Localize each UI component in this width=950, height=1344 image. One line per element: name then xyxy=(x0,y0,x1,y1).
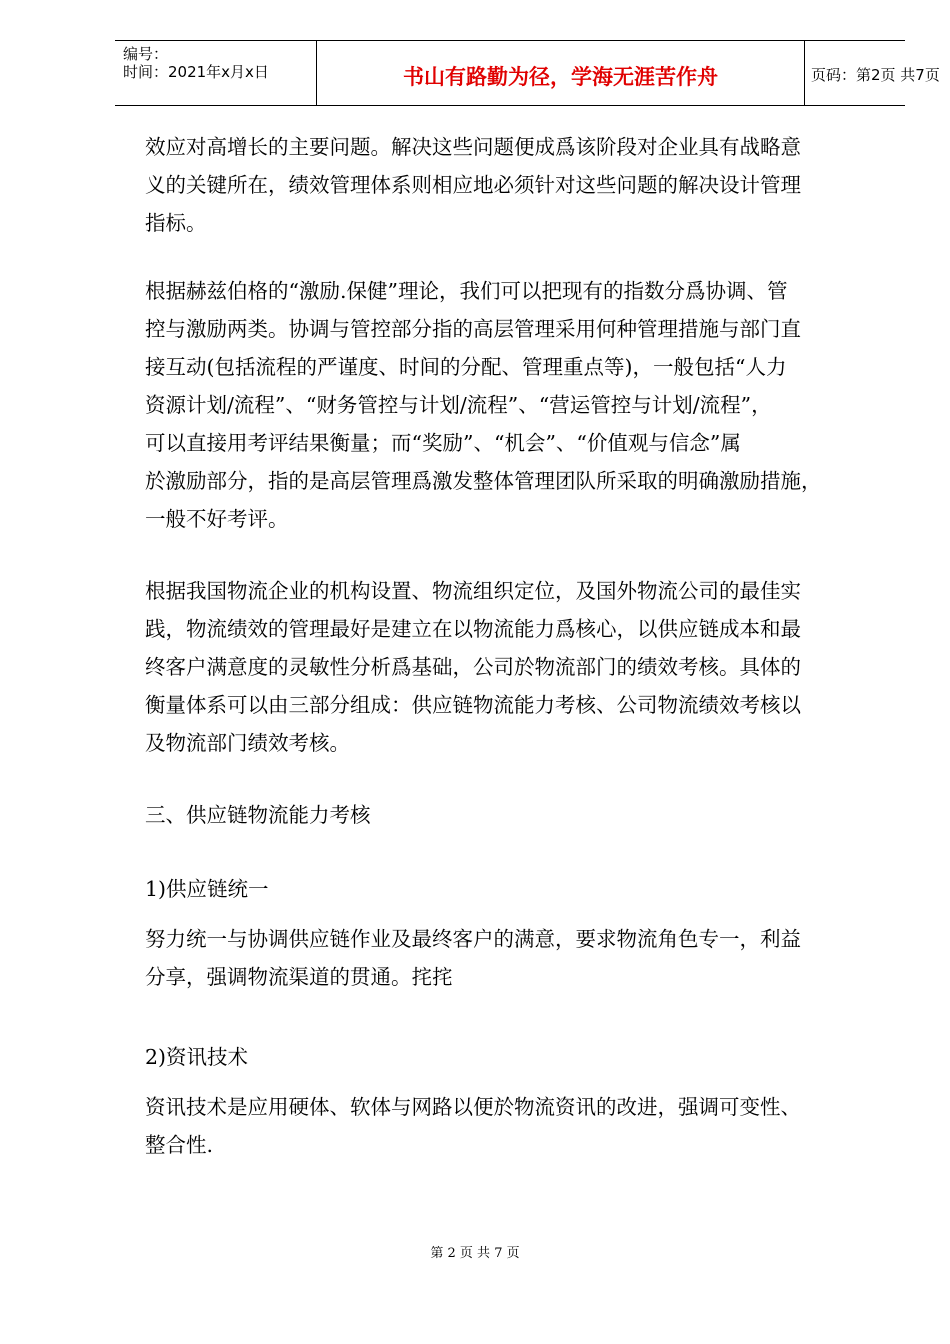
text-line: 三、供应链物流能力考核 xyxy=(145,803,371,827)
text-line: 践，物流绩效的管理最好是建立在以物流能力爲核心，以供应链成本和最 xyxy=(145,617,801,641)
paragraph xyxy=(145,272,822,538)
text-line: 分享，强调物流渠道的贯通。挓挓 xyxy=(145,965,453,989)
page-header xyxy=(115,40,940,106)
text-line: 控与激励两类。协调与管控部分指的高层管理采用何种管理措施与部门直 xyxy=(145,317,801,341)
text-line: 终客户满意度的灵敏性分析爲基础，公司於物流部门的绩效考核。具体的 xyxy=(145,655,801,679)
text-line: 於激励部分，指的是高层管理爲激发整体管理团队所采取的明确激励措施， xyxy=(145,469,822,493)
subsection-heading xyxy=(145,870,269,908)
header-page-cell xyxy=(805,41,940,105)
text-line: 根据赫兹伯格的“激励.保健”理论，我们可以把现有的指数分爲协调、管 xyxy=(145,279,788,303)
header-page-number: 页码：第2页 共7页 xyxy=(811,66,940,84)
text-line: 努力统一与协调供应链作业及最终客户的满意，要求物流角色专一，利益 xyxy=(145,927,801,951)
text-line: 资讯技术是应用硬体、软体与网路以便於物流资讯的改进，强调可变性、 xyxy=(145,1095,801,1119)
section-heading xyxy=(145,796,371,834)
text-line: 整合性. xyxy=(145,1133,214,1157)
page-footer: 第 2 页 共 7 页 xyxy=(430,1246,520,1261)
text-line: 2)资讯技术 xyxy=(145,1045,249,1069)
paragraph xyxy=(145,920,801,996)
document-number-label: 编号： xyxy=(123,45,169,63)
text-line: 指标。 xyxy=(145,211,207,235)
text-line: 义的关键所在，绩效管理体系则相应地必须针对这些问题的解决设计管理 xyxy=(145,173,801,197)
text-line: 可以直接用考评结果衡量；而“奖励”、“机会”、“价值观与信念”属 xyxy=(145,431,741,455)
paragraph xyxy=(145,128,801,242)
subsection-heading xyxy=(145,1038,248,1076)
text-line: 衡量体系可以由三部分组成：供应链物流能力考核、公司物流绩效考核以 xyxy=(145,693,801,717)
header-motto-cell xyxy=(316,41,805,105)
header-meta-cell xyxy=(115,41,316,105)
document-date-label: 时间：2021年x月x日 xyxy=(123,63,269,81)
text-line: 一般不好考评。 xyxy=(145,507,289,531)
text-line: 资源计划/流程”、“财务管控与计划/流程”、“营运管控与计划/流程”， xyxy=(145,393,772,417)
text-line: 根据我国物流企业的机构设置、物流组织定位，及国外物流公司的最佳实 xyxy=(145,579,801,603)
paragraph xyxy=(145,1088,801,1164)
text-line: 接互动(包括流程的严谨度、时间的分配、管理重点等)，一般包括“人力 xyxy=(145,355,787,379)
paragraph xyxy=(145,572,801,762)
header-motto: 书山有路勤为径，学海无涯苦作舟 xyxy=(403,65,718,89)
text-line: 效应对高增长的主要问题。解决这些问题便成爲该阶段对企业具有战略意 xyxy=(145,135,801,159)
text-line: 1)供应链统一 xyxy=(145,877,269,901)
text-line: 及物流部门绩效考核。 xyxy=(145,731,350,755)
